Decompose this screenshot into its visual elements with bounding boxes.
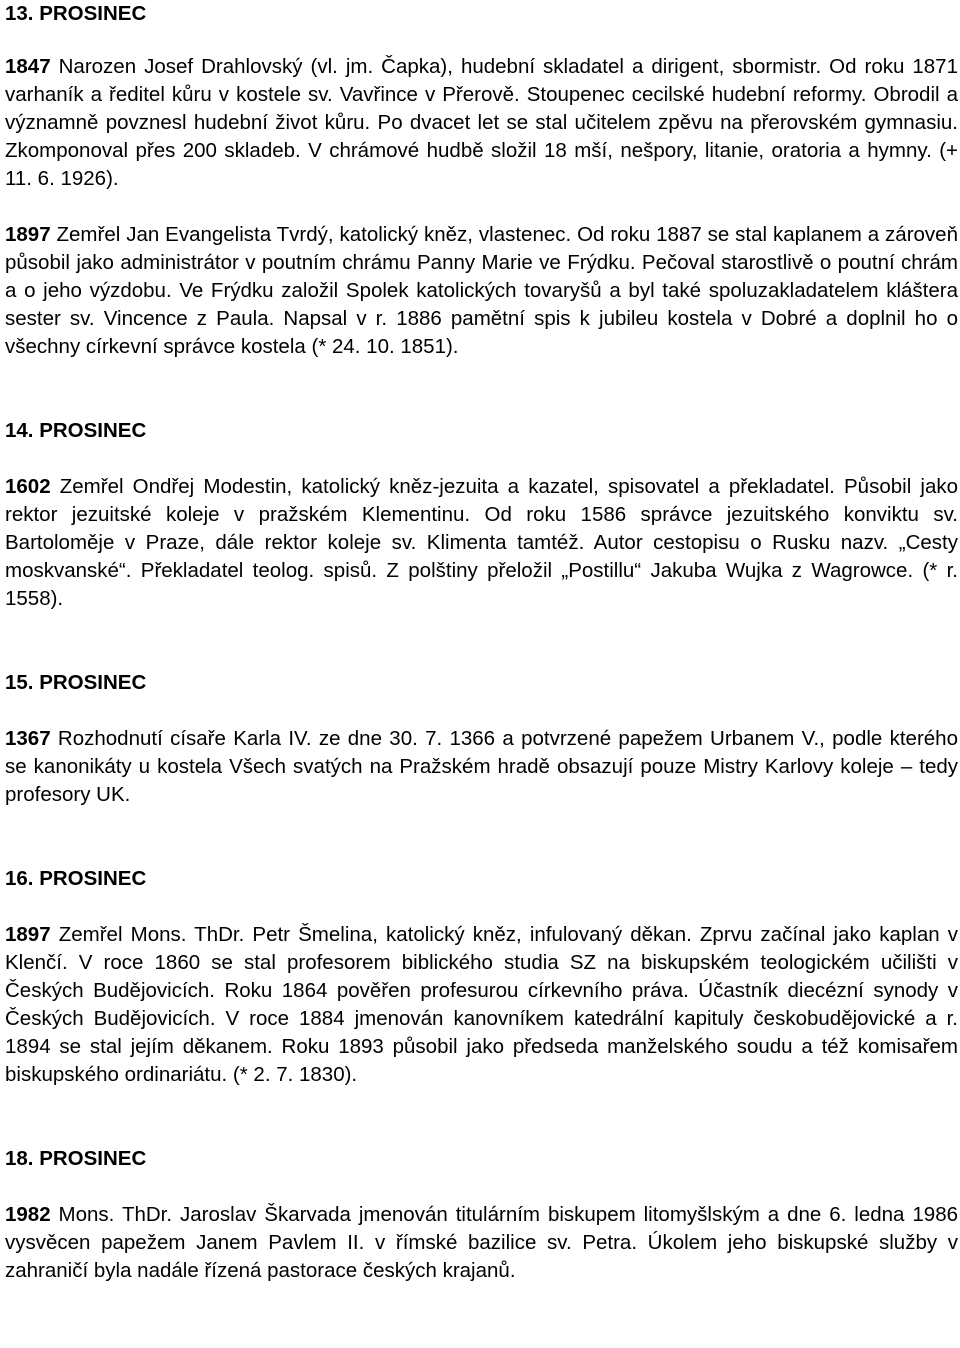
section-heading-13: 13. PROSINEC <box>5 2 147 25</box>
entry-1367 <box>5 725 958 809</box>
entry-year: 1897 <box>5 223 51 246</box>
entry-year: 1847 <box>5 55 51 78</box>
entry-1982 <box>5 1201 958 1285</box>
entry-1847 <box>5 53 958 193</box>
section-heading-16: 16. PROSINEC <box>5 867 147 890</box>
entry-text: Zemřel Ondřej Modestin, katolický kněz-jezuita a kazatel, spisovatel a překladatel. Působil jako rektor jezuitské koleje v pražském Klementinu. Od roku 1586 správce jezuitského konviktu sv. Bartoloměje v Praze, dále rektor koleje sv. Klimenta tamtéž. Autor cestopisu o Rusku nazv. „Cesty moskvanské“. Překladatel teolog. spisů. Z polštiny přeložil „Postillu“ Jakuba Wujka z Wagrowce. (* r. 1558). <box>5 475 958 610</box>
entry-year: 1982 <box>5 1203 51 1226</box>
entry-text: Narozen Josef Drahlovský (vl. jm. Čapka), hudební skladatel a dirigent, sbormistr. Od roku 1871 varhaník a ředitel kůru v kostele sv. Vavřince v Přerově. Stoupenec cecilské hudební reformy. Obrodil a významně povznesl hudební život kůru. Po dvacet let se stal učitelem zpěvu na přerovském gymnasiu. Zkomponoval přes 200 skladeb. V chrámové hudbě složil 18 mší, nešpory, litanie, oratoria a hymny. (+ 11. 6. 1926). <box>5 55 958 190</box>
document-page <box>5 0 958 1285</box>
section-heading-18: 18. PROSINEC <box>5 1147 147 1170</box>
entry-text: Rozhodnutí císaře Karla IV. ze dne 30. 7. 1366 a potvrzené papežem Urbanem V., podle kterého se kanonikáty u kostela Všech svatých na Pražském hradě obsazují pouze Mistry Karlovy koleje – tedy profesory UK. <box>5 727 958 806</box>
entry-text: Zemřel Jan Evangelista Tvrdý, katolický kněz, vlastenec. Od roku 1887 se stal kaplanem a zároveň působil jako administrátor v poutním chrámu Panny Marie ve Frýdku. Pečoval starostlivě o poutní chrám a o jeho výzdobu. Ve Frýdku založil Spolek katolických tovaryšů a byl také spoluzakladatelem kláštera sester sv. Vincence z Paula. Napsal v r. 1886 pamětní spis k jubileu kostela v Dobré a doplnil ho o všechny církevní správce kostela (* 24. 10. 1851). <box>5 223 958 358</box>
entry-year: 1367 <box>5 727 51 750</box>
section-heading-14: 14. PROSINEC <box>5 419 147 442</box>
entry-1602 <box>5 473 958 613</box>
entry-text: Zemřel Mons. ThDr. Petr Šmelina, katolický kněz, infulovaný děkan. Zprvu začínal jako kaplan v Klenčí. V roce 1860 se stal profesorem biblického studia SZ na biskupském teologickém učilišti v Českých Budějovicích. Roku 1864 pověřen profesurou církevního práva. Účastník diecézní synody v Českých Budějovicích. V roce 1884 jmenován kanovníkem katedrální kapituly českobudějovické a r. 1894 se stal jejím děkanem. Roku 1893 působil jako předseda manželského soudu a též komisařem biskupského ordinariátu. (* 2. 7. 1830). <box>5 923 958 1086</box>
entry-year: 1602 <box>5 475 51 498</box>
section-heading-15: 15. PROSINEC <box>5 671 147 694</box>
entry-1897-tvrdy <box>5 221 958 361</box>
entry-year: 1897 <box>5 923 51 946</box>
entry-text: Mons. ThDr. Jaroslav Škarvada jmenován titulárním biskupem litomyšlským a dne 6. ledna 1986 vysvěcen papežem Janem Pavlem II. v římské bazilice sv. Petra. Úkolem jeho biskupské služby v zahraničí byla nadále řízená pastorace českých krajanů. <box>5 1203 958 1282</box>
entry-1897-smelina <box>5 921 958 1089</box>
